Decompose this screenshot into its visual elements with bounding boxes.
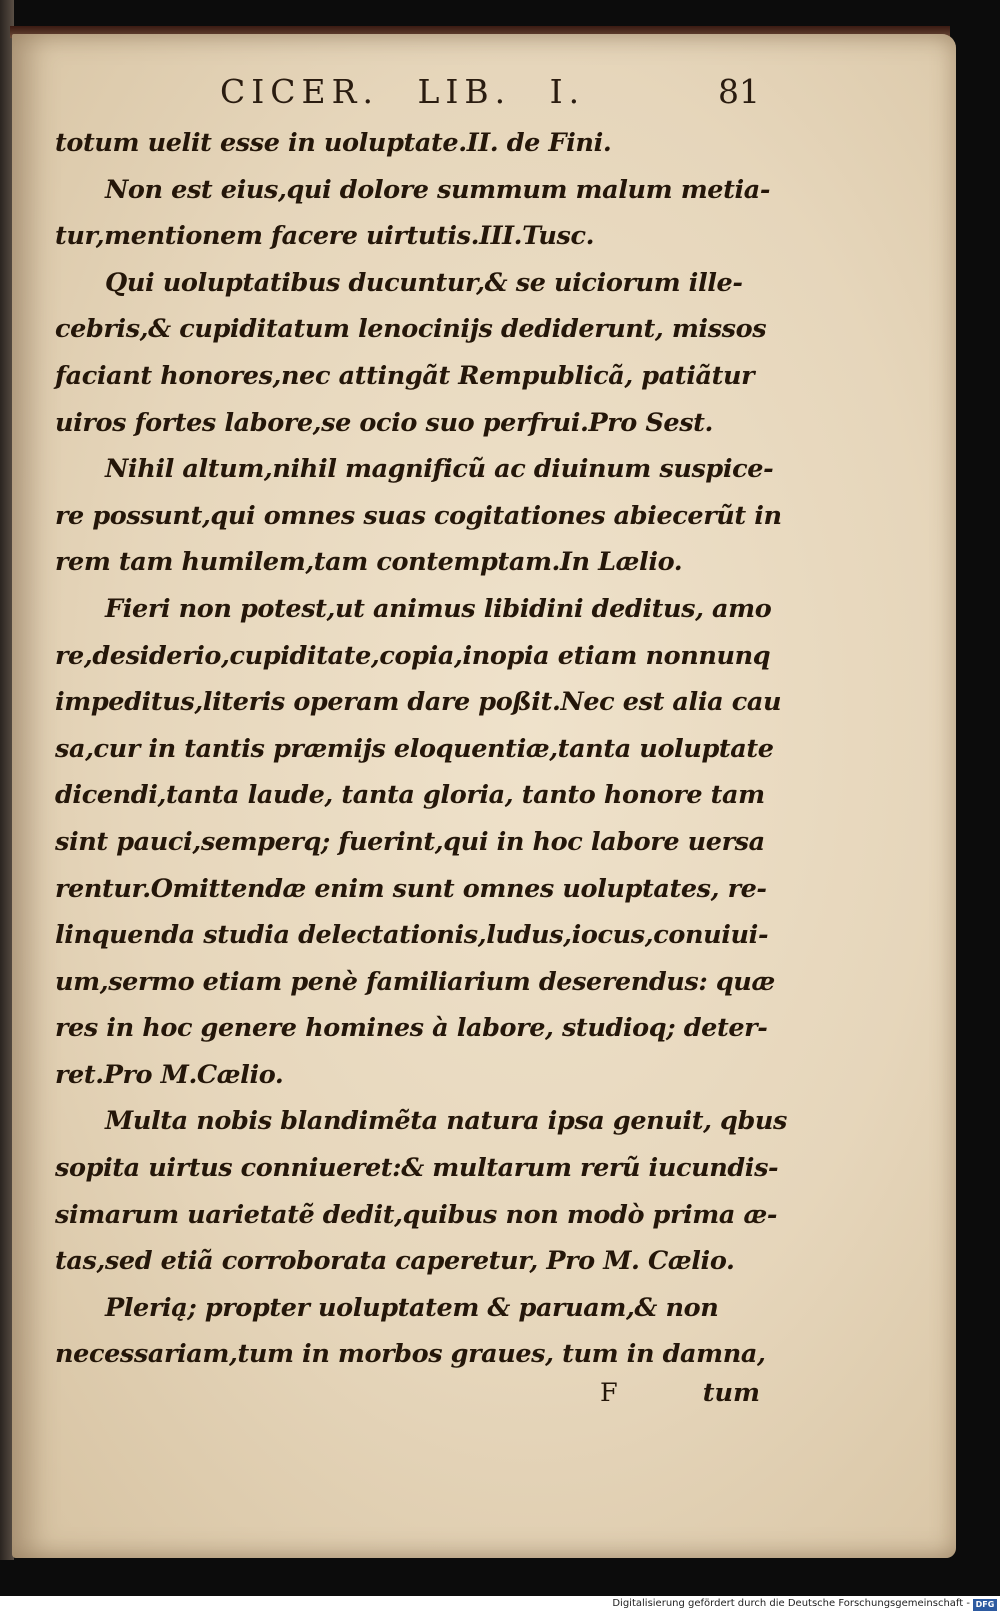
text-line: rentur.Omittendæ enim sunt omnes uoluptates, re- xyxy=(55,873,767,904)
text-line: Plerią; propter uoluptatem & paruam,& non xyxy=(105,1292,719,1323)
text-line: uiros fortes labore,se ocio suo perfrui.Pro Sest. xyxy=(55,407,714,438)
page-foot xyxy=(55,1378,760,1422)
page-number: 81 xyxy=(718,72,760,111)
text-line: Nihil altum,nihil magnificũ ac diuinum suspice- xyxy=(105,454,774,485)
text-line: ret.Pro M.Cælio. xyxy=(55,1059,284,1090)
page-header xyxy=(55,72,760,116)
text-line: tur,mentionem facere uirtutis.III.Tusc. xyxy=(55,221,595,252)
text-line: totum uelit esse in uoluptate.II. de Fini. xyxy=(55,128,612,158)
text-line: impeditus,literis operam dare poßit.Nec est alia cau xyxy=(55,687,782,718)
text-line: dicendi,tanta laude, tanta gloria, tanto honore tam xyxy=(55,780,765,811)
text-line: rem tam humilem,tam contemptam.In Lælio. xyxy=(55,547,683,578)
text-line: re,desiderio,cupiditate,copia,inopia etiam nonnunq xyxy=(55,640,771,671)
dfg-logo-icon: DFG xyxy=(973,1599,997,1611)
text-line: cebris,& cupiditatum lenocinijs dediderunt, missos xyxy=(55,314,767,345)
running-head: CICER. LIB. I. xyxy=(220,72,586,111)
signature-mark: F xyxy=(600,1378,618,1408)
text-line: um,sermo etiam penè familiarium deserendus: quæ xyxy=(55,966,775,997)
text-line: Fieri non potest,ut animus libidini deditus, amo xyxy=(105,593,772,624)
catchword: tum xyxy=(702,1378,760,1408)
text-line: Non est eius,qui dolore summum malum metia- xyxy=(105,174,771,205)
text-line: sopita uirtus conniueret:& multarum rerũ iucundis- xyxy=(55,1153,779,1184)
text-line: linquenda studia delectationis,ludus,iocus,conuiui- xyxy=(55,920,769,951)
body-text xyxy=(55,120,788,1378)
funding-credit: Digitalisierung gefördert durch die Deutsche Forschungsgemeinschaft - xyxy=(612,1598,970,1609)
text-line: sa,cur in tantis præmijs eloquentiæ,tanta uoluptate xyxy=(55,733,774,764)
text-line: faciant honores,nec attingãt Rempublicã, patiãtur xyxy=(55,360,755,391)
text-line: Qui uoluptatibus ducuntur,& se uiciorum ille- xyxy=(105,267,743,298)
text-line: necessariam,tum in morbos graues, tum in damna, xyxy=(55,1339,766,1370)
text-line: tas,sed etiã corroborata caperetur, Pro M. Cælio. xyxy=(55,1246,735,1277)
text-line: res in hoc genere homines à labore, studioq; deter- xyxy=(55,1013,768,1044)
text-line: re possunt,qui omnes suas cogitationes abiecerũt in xyxy=(55,500,782,531)
digitization-footer xyxy=(0,1596,1000,1615)
text-line: Multa nobis blandimẽta natura ipsa genuit, qbus xyxy=(105,1106,788,1137)
text-line: sint pauci,semperq; fuerint,qui in hoc labore uersa xyxy=(55,826,765,857)
text-line: simarum uarietatẽ dedit,quibus non modò prima æ- xyxy=(55,1199,778,1230)
